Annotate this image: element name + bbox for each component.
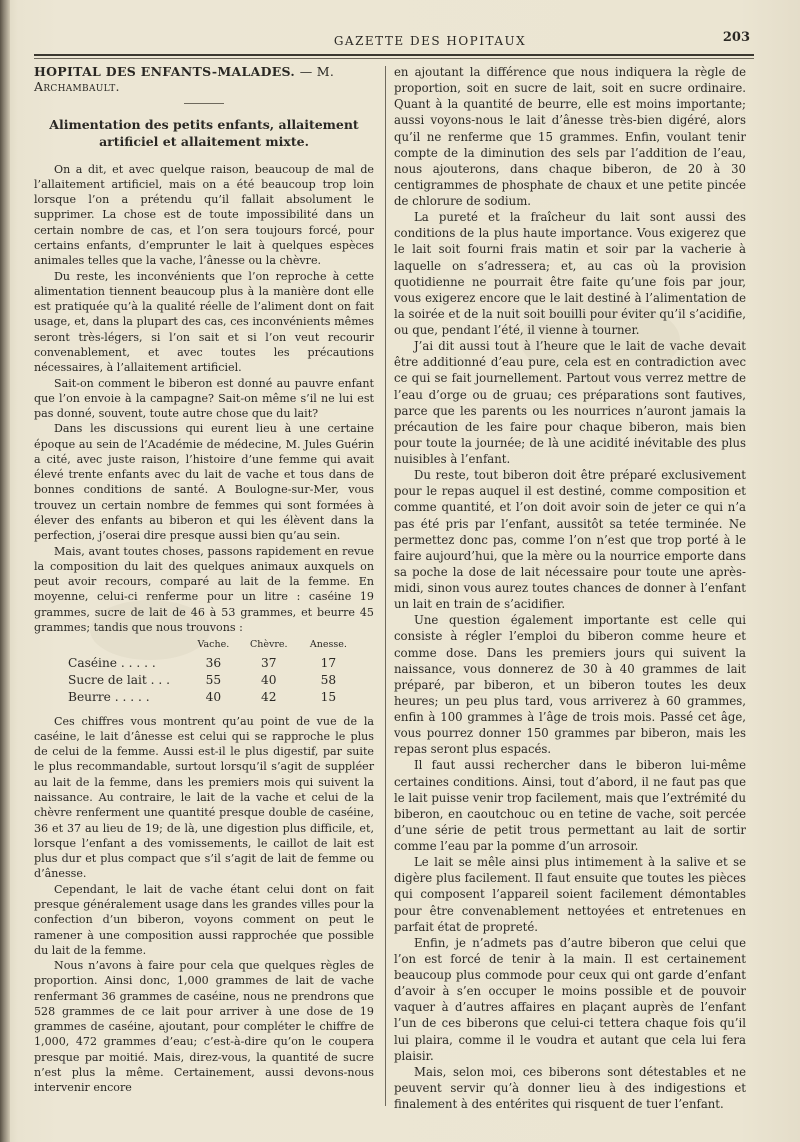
binding-spine bbox=[0, 0, 10, 1142]
table-cell: 17 bbox=[320, 655, 337, 670]
table-header-row bbox=[68, 637, 358, 654]
title-divider bbox=[184, 103, 224, 104]
paragraph: Du reste, les inconvénients que l’on reproche à cette alimentation tiennent beaucoup plus à la manière dont elle est pratiquée qu’à la qualité réelle de l’aliment dont on fait usage, et, dans la plupart des cas, ces inconvénients mêmes seront très-légers, si l’on sait et si l’on veut recourir convenablement, et avec toutes les précautions nécessaires, à l’allaitement artificiel. bbox=[34, 269, 374, 375]
column-divider bbox=[385, 66, 386, 1106]
paragraph: J’ai dit aussi tout à l’heure que le lait de vache devait être additionné d’eau pure, cela est en contradiction avec ce qui se fait journellement. Partout vous verrez mettre de l’eau d’orge ou de gruau; ces préparations sont fautives, parce que les parents ou les nourrices n’auront jamais la précaution de les faire pour chaque biberon, mais bien pour toute la journée; de là une acidité inévitable des plus nuisibles à l’enfant. bbox=[394, 339, 746, 466]
section-author: — M. Archambault. bbox=[34, 64, 335, 95]
paragraph: Nous n’avons à faire pour cela que quelques règles de proportion. Ainsi donc, 1,000 grammes de lait de vache renfermant 36 grammes de caséine, nous ne prendrons que 528 grammes de ce lait pour arriver à une dose de 19 grammes de caséine, ajoutant, pour compléter le chiffre de 1,000, 472 grammes d’eau; c’est-à-dire qu’on le coupera presque par moitié. Mais, direz-vous, la quantité de sucre n’est plus la même. Certainement, aussi devons-nous intervenir encore bbox=[34, 959, 374, 1095]
table-cell: 55 bbox=[205, 672, 222, 687]
running-title: GAZETTE DES HOPITAUX bbox=[333, 34, 527, 48]
table-cell: 15 bbox=[320, 689, 337, 704]
table-cell: Beurre . . . . . bbox=[68, 689, 150, 704]
table-cell: 37 bbox=[261, 655, 277, 670]
table-cell: 42 bbox=[261, 689, 277, 704]
paragraph: Mais, selon moi, ces biberons sont détestables et ne peuvent servir qu’à donner lieu à des indigestions et finalement à des entérites qui risquent de tuer l’enfant. bbox=[394, 1064, 746, 1111]
page-number: 203 bbox=[722, 30, 750, 45]
article-title: Alimentation des petits enfants, allaitement artificiel et allaitement mixte. bbox=[49, 116, 359, 149]
table-header: Vache. bbox=[197, 639, 230, 651]
left-column bbox=[34, 64, 374, 1096]
paragraph: Cependant, le lait de vache étant celui dont on fait presque généralement usage dans les grandes villes pour la confection d’un biberon, voyons comment on peut le ramener à une composition aussi rapprochée que possible du lait de la femme. bbox=[34, 882, 374, 957]
paragraph: Le lait se mêle ainsi plus intimement à la salive et se digère plus facilement. Il faut ensuite que toutes les pièces qui composent l’appareil soient facilement démontables pour être convenablement nettoyées et entretenues en parfait état de propreté. bbox=[394, 855, 746, 934]
table-row bbox=[68, 672, 358, 689]
section-title: HOPITAL DES ENFANTS-MALADES. — M. Archambault. bbox=[34, 64, 335, 95]
table-header bbox=[68, 637, 188, 654]
table-row bbox=[68, 655, 358, 672]
table-header: Anesse. bbox=[309, 639, 347, 651]
table-cell: 36 bbox=[205, 655, 222, 670]
table-cell: 40 bbox=[205, 689, 222, 704]
table-row bbox=[68, 689, 358, 706]
paragraph: Enfin, je n’admets pas d’autre biberon que celui que l’on est forcé de tenir à la main. Il est certainement beaucoup plus commode pour ceux qui ont garde d’enfant d’avoir à s’en occuper le moins possible et de pouvoir vaquer à d’autres affaires en plaçant auprès de l’enfant l’un de ces biberons que celui-ci tettera chaque fois qu’il lui plaira, comme il le voudra et autant que cela lui fera plaisir. bbox=[394, 935, 746, 1063]
milk-composition-table bbox=[68, 637, 358, 705]
table-cell: Caséine . . . . . bbox=[68, 655, 156, 670]
table-cell: 40 bbox=[261, 672, 277, 687]
paragraph: Ces chiffres vous montrent qu’au point de vue de la caséine, le lait d’ânesse est celui qui se rapproche le plus de celui de la femme. Aussi est-il le plus digestif, par suite le plus recommandable, surtout lorsqu’il s’agit de suppléer au lait de la femme, dans les premiers mois qui suivent la naissance. Au contraire, le lait de la vache et celui de la chèvre renferment une quantité presque double de caséine, 36 et 37 au lieu de 19; de là, une digestion plus difficile, et, lorsque l’enfant a des vomissements, le caillot de lait est plus dur et plus compact que s’il s’agit de lait de femme ou d’ânesse. bbox=[34, 714, 374, 881]
header-rule bbox=[34, 54, 754, 56]
table-header: Chèvre. bbox=[250, 639, 288, 651]
paragraph: On a dit, et avec quelque raison, beaucoup de mal de l’allaitement artificiel, mais on a été beaucoup trop loin lorsque l’on a prétendu qu’il fallait absolument le supprimer. La chose est de toute impossibilité dans un certain nombre de cas, et l’on sera toujours forcé, pour certains enfants, d’emprunter le lait à quelques espèces animales telles que la vache, l’ânesse ou la chèvre. bbox=[34, 162, 374, 268]
paragraph: en ajoutant la différence que nous indiquera la règle de proportion, soit en sucre de lait, soit en sucre ordinaire. Quant à la quantité de beurre, elle est moins importante; aussi voyons-nous le lait d’ânesse très-bien digéré, alors qu’il ne renferme que 15 grammes. Enfin, voulant tenir compte de la diminution des sels par l’addition de l’eau, nous ajouterons, dans chaque biberon, de 20 à 30 centigrammes de phosphate de chaux et une petite pincée de chlorure de sodium. bbox=[394, 65, 746, 208]
table-cell: Sucre de lait . . . bbox=[68, 672, 171, 687]
paragraph: Il faut aussi rechercher dans le biberon lui-même certaines conditions. Ainsi, tout d’abord, il ne faut pas que le lait puisse venir trop facilement, mais que l’extrémité du biberon, en caoutchouc ou en tetine de vache, soit percée d’une série de petit trous permettant au lait de sortir comme l’eau par la pomme d’un arrosoir. bbox=[394, 758, 746, 853]
header-rule-thin bbox=[34, 58, 754, 59]
right-column bbox=[394, 64, 746, 1112]
paragraph: Mais, avant toutes choses, passons rapidement en revue la composition du lait des quelques animaux auxquels on peut avoir recours, comparé au lait de la femme. En moyenne, celui-ci renferme pour un litre : caséine 19 grammes, sucre de lait de 46 à 53 grammes, et beurre 45 grammes; tandis que nous trouvons : bbox=[34, 544, 374, 634]
paragraph: Dans les discussions qui eurent lieu à une certaine époque au sein de l’Académie de médecine, M. Jules Guérin a cité, avec juste raison, l’histoire d’une femme qui avait élevé trente enfants avec du lait de vache et tous dans de bonnes conditions de santé. A Boulogne-sur-Mer, vous trouvez un certain nombre de femmes qui sont formées à élever des enfants au biberon et qui les élèvent dans la perfection, j’oserai dire presque aussi bien qu’au sein. bbox=[34, 422, 374, 543]
paragraph: La pureté et la fraîcheur du lait sont aussi des conditions de la plus haute importance. Vous exigerez que le lait soit fourni frais matin et soir par la vacherie à laquelle on s’adressera; et, au cas où la provision quotidienne ne pourrait être faite qu’une fois par jour, vous exigerez encore que le lait destiné à l’alimentation de la soirée et de la nuit soit bouilli pour éviter qu’il s’acidifie, ou que, pendant l’été, il vienne à tourner. bbox=[394, 210, 746, 337]
page-header bbox=[60, 28, 750, 52]
paragraph: Sait-on comment le biberon est donné au pauvre enfant que l’on envoie à la campagne? Sait-on même s’il ne lui est pas donné, souvent, toute autre chose que du lait? bbox=[34, 376, 374, 421]
paragraph: Du reste, tout biberon doit être préparé exclusivement pour le repas auquel il est destiné, comme composition et comme quantité, et l’on doit avoir soin de jeter ce qui n’a pas été pris par l’enfant, aussitôt sa tetée terminée. Ne permettez donc pas, comme l’on n’est que trop porté à le faire aujourd’hui, que la mère ou la nourrice emporte dans sa poche la dose de lait nécessaire pour toute une après-midi, sinon vous aurez toutes chances de donner à l’enfant un lait en train de s’acidifier. bbox=[394, 468, 746, 612]
table-cell: 58 bbox=[320, 672, 337, 687]
paragraph: Une question également importante est celle qui consiste à régler l’emploi du biberon comme heure et comme dose. Dans les premiers jours qui suivent la naissance, vous donnerez de 30 à 40 grammes de lait préparé, par biberon, et un biberon toutes les deux heures; un peu plus tard, vous arriverez à 60 grammes, enfin à 100 grammes à l’âge de trois mois. Passé cet âge, vous pourrez donner 150 grammes par biberon, mais les repas seront plus espacés. bbox=[394, 613, 746, 757]
